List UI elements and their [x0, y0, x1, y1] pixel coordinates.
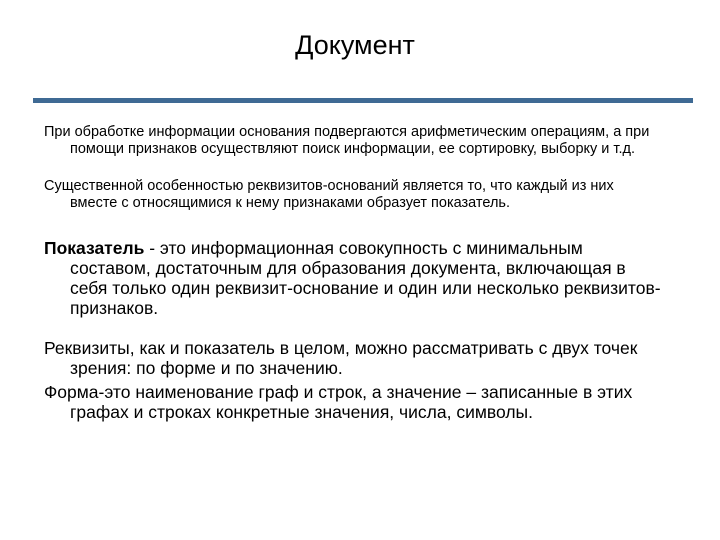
slide-body	[44, 124, 664, 422]
paragraph-processing: При обработке информации основания подвергаются арифметическим операциям, а при помощи признаков осуществляют поиск информации, ее сортировку, выборку и т.д.	[44, 124, 650, 157]
slide-title: Документ	[295, 30, 415, 60]
term-indicator: Показатель	[44, 238, 145, 258]
title-divider	[33, 98, 693, 103]
paragraph-points-of-view: Реквизиты, как и показатель в целом, можно рассматривать с двух точек зрения: по форме и по значению.	[44, 338, 638, 378]
paragraph-indicator-definition	[44, 238, 664, 318]
paragraph-form-and-value: Форма-это наименование граф и строк, а значение – записанные в этих графах и строках конкретные значения, числа, символы.	[44, 382, 633, 422]
paragraph-base-attributes: Существенной особенностью реквизитов-оснований является то, что каждый из них вместе с относящимися к нему признаками образует показатель.	[44, 178, 614, 211]
definition-text: - это информационная совокупность с минимальным составом, достаточным для образования документа, включающая в себя только один реквизит-основание и один или несколько реквизитов-признаков.	[70, 238, 661, 318]
